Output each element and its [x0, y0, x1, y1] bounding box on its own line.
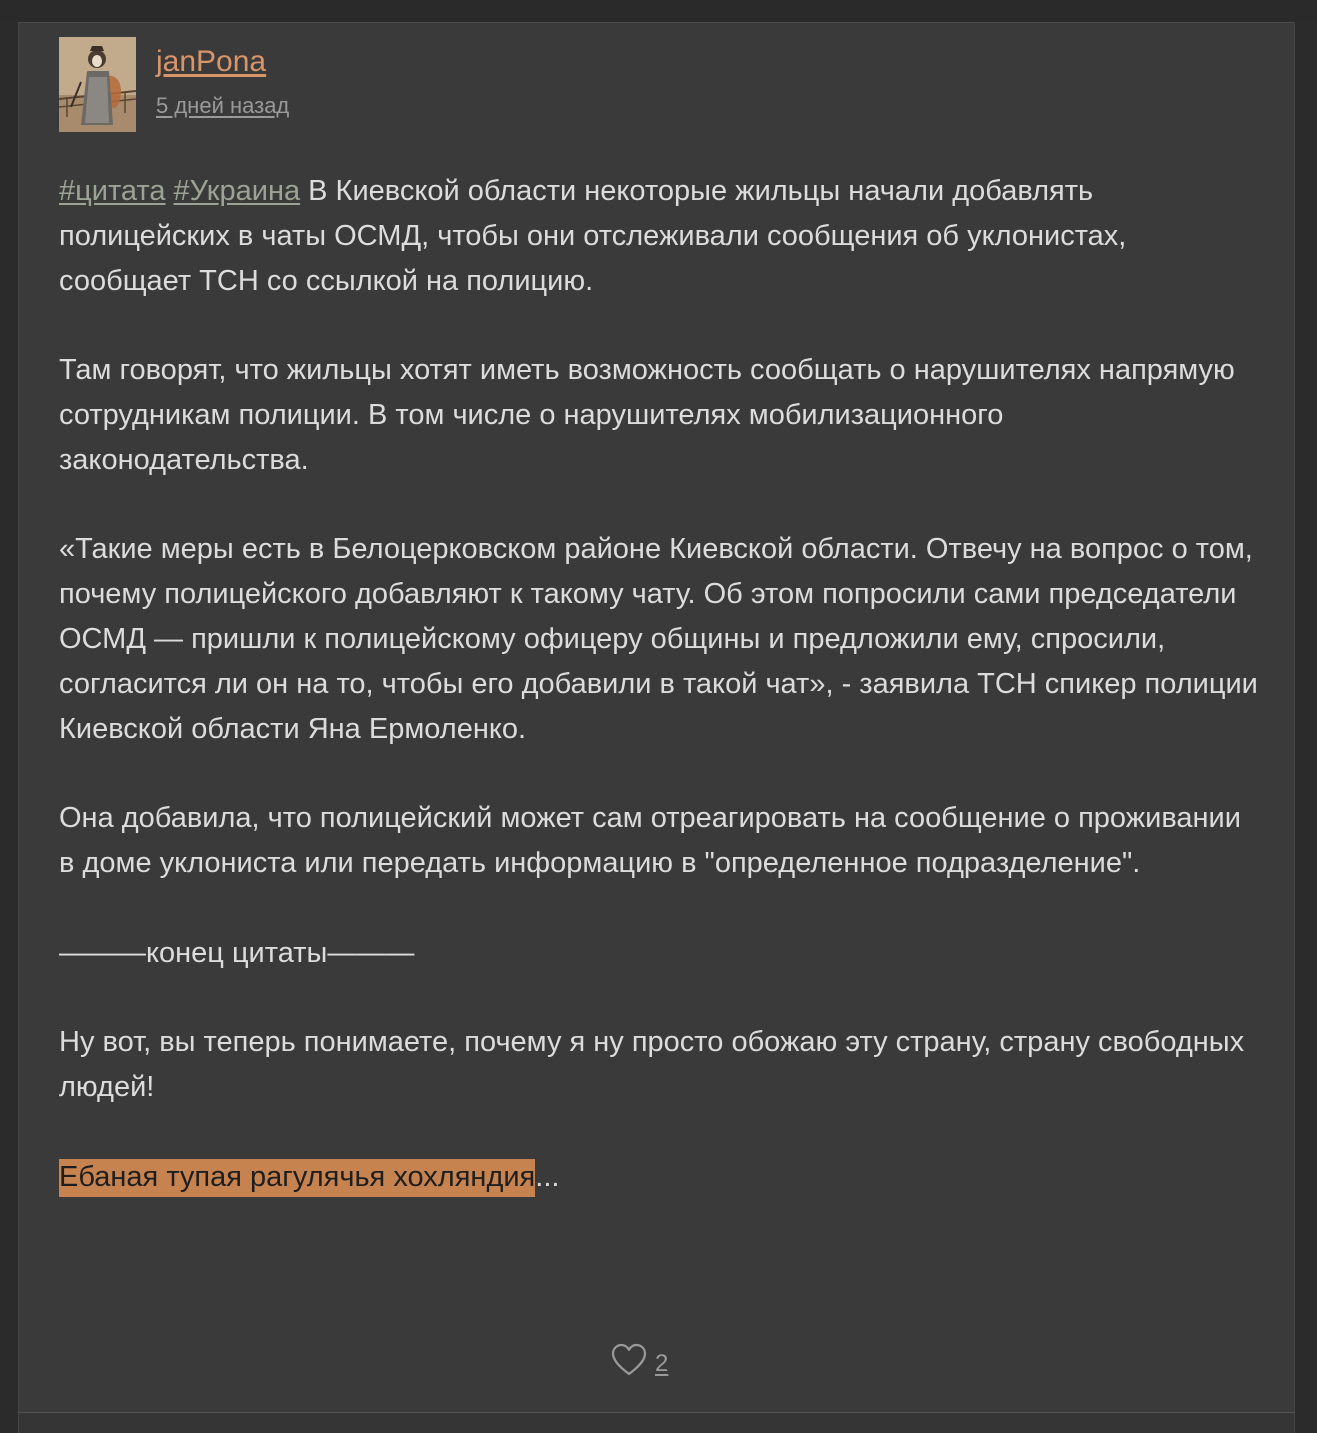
highlighted-text: Ебаная тупая рагулячья хохляндия: [59, 1159, 535, 1197]
author-link[interactable]: janPona: [156, 45, 267, 78]
tag-ukraine[interactable]: #Украина: [173, 175, 301, 207]
paragraph-4: Она добавила, что полицейский может сам отреагировать на сообщение о проживании в доме уклониста или передать информацию в "определенное подразделение".: [59, 802, 1241, 879]
heart-icon: [611, 1343, 647, 1377]
paragraph-7: [59, 1155, 1259, 1200]
like-button[interactable]: [611, 1340, 668, 1380]
paragraph-3: «Такие меры есть в Белоцерковском районе Киевской области. Отвечу на вопрос о том, почему полицейского добавляют к такому чату. Об этом попросили сами председатели ОСМД — пришли к полицейскому офицеру общины и предложили ему, спросили, согласится ли он на то, чтобы его добавили в такой чат», - заявила ТСН спикер полиции Киевской области Яна Ермоленко.: [59, 533, 1258, 745]
post-body: [59, 169, 1259, 1244]
like-count[interactable]: 2: [655, 1350, 669, 1377]
paragraph-6: Ну вот, вы теперь понимаете, почему я ну просто обожаю эту страну, страну свободных людей!: [59, 1026, 1245, 1103]
paragraph-1-text: В Киевской области некоторые жильцы начали добавлять полицейских в чаты ОСМД, чтобы они отслеживали сообщения об уклонистах, сообщает ТСН со ссылкой на полицию.: [59, 175, 1127, 297]
top-band: [0, 0, 1317, 22]
post-timestamp[interactable]: 5 дней назад: [156, 93, 290, 118]
paragraph-1: [59, 169, 1259, 303]
avatar-illustration: [59, 37, 136, 132]
tag-quote[interactable]: #цитата: [59, 175, 166, 207]
paragraph-5: ———конец цитаты———: [59, 936, 415, 969]
paragraph-2: Там говорят, что жильцы хотят иметь возможность сообщать о нарушителях напрямую сотрудникам полиции. В том числе о нарушителях мобилизационного законодательства.: [59, 354, 1235, 476]
next-card-edge: [18, 1412, 1295, 1433]
trailing-ellipsis: ...: [535, 1160, 560, 1193]
user-avatar[interactable]: [59, 37, 136, 132]
